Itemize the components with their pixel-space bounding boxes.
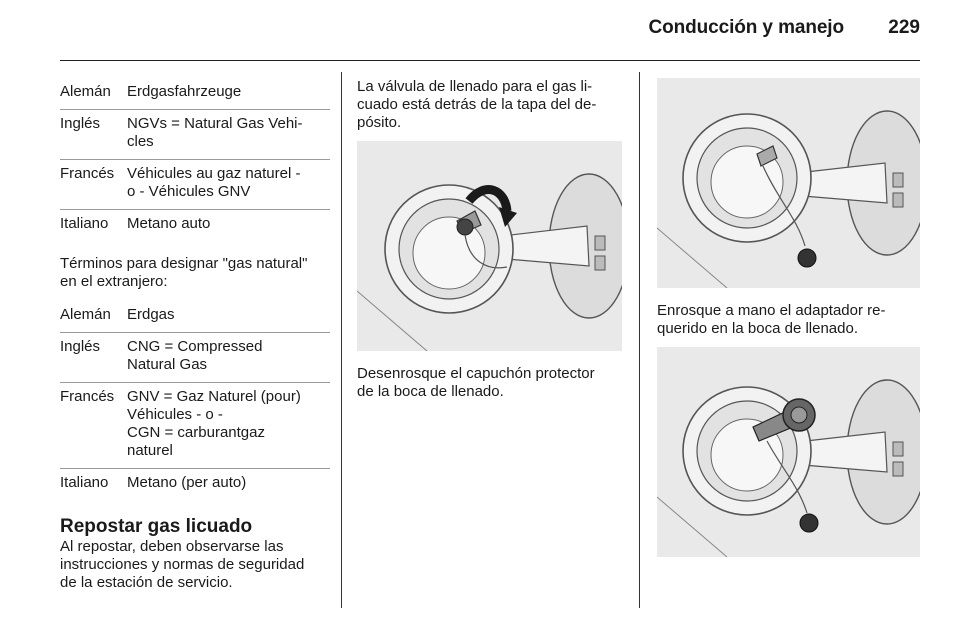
valve-location-paragraph <box>357 78 622 132</box>
body-line: instrucciones y normas de seguridad <box>60 556 305 573</box>
translation-table-gas <box>60 301 330 500</box>
table-row <box>60 301 330 333</box>
header-divider <box>60 60 920 61</box>
fuel-filler-illustration <box>357 141 622 351</box>
fuel-filler-illustration <box>657 347 920 557</box>
column-2 <box>357 78 622 132</box>
term-cell <box>127 165 330 201</box>
body-line: Enrosque a mano el adaptador re- <box>657 302 886 319</box>
table-row <box>60 110 330 160</box>
term-line: CGN = carburantgaz <box>127 424 265 441</box>
term-cell <box>127 115 330 151</box>
term-cell <box>127 388 330 460</box>
translation-table-vehicles <box>60 78 330 241</box>
page-number: 229 <box>888 17 920 38</box>
term-line: Erdgasfahrzeuge <box>127 83 242 100</box>
table-row <box>60 78 330 110</box>
table-row <box>60 333 330 383</box>
running-header-title: Conducción y manejo <box>648 17 844 38</box>
intro-line: Términos para designar "gas natural" <box>60 255 308 272</box>
fuel-filler-illustration <box>657 78 920 288</box>
term-cell <box>127 338 330 374</box>
term-line: Metano (per auto) <box>127 474 247 491</box>
term-line: Natural Gas <box>127 356 208 373</box>
body-line: Desenrosque el capuchón protector <box>357 365 595 382</box>
term-line: Erdgas <box>127 306 175 323</box>
language-cell: Alemán <box>60 83 111 100</box>
intro-paragraph <box>60 255 330 291</box>
term-line: cles <box>127 133 154 150</box>
term-cell <box>127 215 330 233</box>
body-line: Al repostar, deben observarse las <box>60 538 284 555</box>
table-row <box>60 469 330 500</box>
table-row <box>60 383 330 469</box>
screw-adapter-paragraph <box>657 302 920 338</box>
term-line: o - Véhicules GNV <box>127 183 251 200</box>
column-divider-1 <box>341 72 342 608</box>
unscrew-cap-paragraph <box>357 365 622 401</box>
term-cell <box>127 83 330 101</box>
intro-line: en el extranjero: <box>60 273 168 290</box>
term-line: naturel <box>127 442 173 459</box>
language-cell: Alemán <box>60 306 111 323</box>
figure-unscrew-cap <box>357 141 622 351</box>
figure-cap-removed <box>657 78 920 288</box>
term-line: GNV = Gaz Naturel (pour) <box>127 388 301 405</box>
body-line: de la boca de llenado. <box>357 383 504 400</box>
body-line: querido en la boca de llenado. <box>657 320 858 337</box>
section-heading: Repostar gas licuado <box>60 516 253 537</box>
body-line: cuado está detrás de la tapa del de- <box>357 96 597 113</box>
language-cell: Italiano <box>60 474 109 491</box>
term-cell <box>127 306 330 324</box>
table-row <box>60 160 330 210</box>
term-line: Véhicules au gaz naturel - <box>127 165 301 182</box>
language-cell: Inglés <box>60 115 101 132</box>
table-row <box>60 210 330 241</box>
section-body <box>60 538 330 592</box>
term-line: CNG = Compressed <box>127 338 263 355</box>
language-cell: Francés <box>60 388 115 405</box>
term-line: Metano auto <box>127 215 211 232</box>
body-line: de la estación de servicio. <box>60 574 233 591</box>
term-cell <box>127 474 330 492</box>
language-cell: Inglés <box>60 338 101 355</box>
language-cell: Italiano <box>60 215 109 232</box>
body-line: pósito. <box>357 114 402 131</box>
column-2-lower <box>357 365 622 401</box>
column-divider-2 <box>639 72 640 608</box>
term-line: NGVs = Natural Gas Vehi- <box>127 115 303 132</box>
figure-adapter-fitted <box>657 347 920 557</box>
column-1 <box>60 78 330 592</box>
language-cell: Francés <box>60 165 115 182</box>
column-3-text <box>657 302 920 338</box>
body-line: La válvula de llenado para el gas li- <box>357 78 593 95</box>
term-line: Véhicules - o - <box>127 406 223 423</box>
